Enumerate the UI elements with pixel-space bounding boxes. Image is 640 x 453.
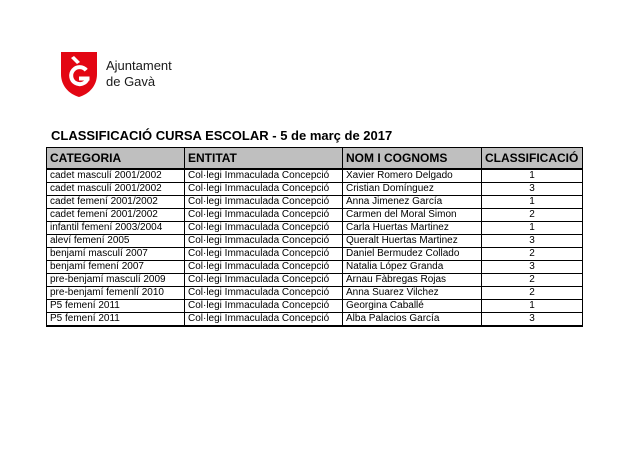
cell-classificacio: 1 [482, 300, 583, 313]
cell-nom-cognoms: Carla Huertas Martinez [343, 222, 482, 235]
organization-name [106, 58, 172, 90]
cell-nom-cognoms: Alba Palacios García [343, 313, 482, 327]
cell-categoria: cadet masculí 2001/2002 [47, 183, 185, 196]
cell-classificacio: 3 [482, 313, 583, 327]
cell-nom-cognoms: Carmen del Moral Simon [343, 209, 482, 222]
cell-entitat: Col·legi Immaculada Concepció [185, 235, 343, 248]
cell-nom-cognoms: Xavier Romero Delgado [343, 169, 482, 183]
header-classificacio: CLASSIFICACIÓ [482, 148, 583, 170]
table-row [47, 183, 583, 196]
cell-entitat: Col·legi Immaculada Concepció [185, 261, 343, 274]
cell-entitat: Col·legi Immaculada Concepció [185, 274, 343, 287]
org-name-line1: Ajuntament [106, 58, 172, 73]
cell-nom-cognoms: Cristian Domínguez [343, 183, 482, 196]
cell-entitat: Col·legi Immaculada Concepció [185, 209, 343, 222]
cell-classificacio: 1 [482, 196, 583, 209]
cell-nom-cognoms: Anna Suarez Vilchez [343, 287, 482, 300]
cell-classificacio: 2 [482, 274, 583, 287]
table-row [47, 274, 583, 287]
cell-categoria: aleví femení 2005 [47, 235, 185, 248]
table-body [47, 169, 583, 326]
table-row [47, 261, 583, 274]
cell-entitat: Col·legi Immaculada Concepció [185, 287, 343, 300]
header-entitat: ENTITAT [185, 148, 343, 170]
cell-categoria: P5 femení 2011 [47, 313, 185, 327]
table-row [47, 248, 583, 261]
table-row [47, 169, 583, 183]
ajuntament-gava-logo-icon [61, 52, 97, 97]
cell-entitat: Col·legi Immaculada Concepció [185, 183, 343, 196]
table-header-row [47, 148, 583, 170]
cell-nom-cognoms: Anna Jimenez García [343, 196, 482, 209]
cell-nom-cognoms: Georgina Caballé [343, 300, 482, 313]
cell-categoria: cadet masculí 2001/2002 [47, 169, 185, 183]
document-title: CLASSIFICACIÓ CURSA ESCOLAR - 5 de març de 2017 [51, 128, 393, 143]
header-categoria: CATEGORIA [47, 148, 185, 170]
org-name-line2: de Gavà [106, 74, 156, 89]
cell-entitat: Col·legi Immaculada Concepció [185, 300, 343, 313]
cell-categoria: cadet femení 2001/2002 [47, 196, 185, 209]
cell-nom-cognoms: Daniel Bermudez Collado [343, 248, 482, 261]
cell-entitat: Col·legi Immaculada Concepció [185, 248, 343, 261]
cell-entitat: Col·legi Immaculada Concepció [185, 169, 343, 183]
cell-entitat: Col·legi Immaculada Concepció [185, 196, 343, 209]
cell-categoria: pre-benjamí femenlí 2010 [47, 287, 185, 300]
cell-categoria: infantil femení 2003/2004 [47, 222, 185, 235]
cell-classificacio: 3 [482, 235, 583, 248]
cell-categoria: benjamí femení 2007 [47, 261, 185, 274]
table-row [47, 222, 583, 235]
cell-categoria: cadet femení 2001/2002 [47, 209, 185, 222]
cell-categoria: pre-benjamí masculí 2009 [47, 274, 185, 287]
table-row [47, 209, 583, 222]
cell-nom-cognoms: Queralt Huertas Martinez [343, 235, 482, 248]
cell-classificacio: 1 [482, 169, 583, 183]
cell-nom-cognoms: Arnau Fàbregas Rojas [343, 274, 482, 287]
table-row [47, 235, 583, 248]
logo-g-bar [79, 77, 90, 81]
header-nom-cognoms: NOM I COGNOMS [343, 148, 482, 170]
cell-classificacio: 2 [482, 209, 583, 222]
cell-entitat: Col·legi Immaculada Concepció [185, 313, 343, 327]
cell-entitat: Col·legi Immaculada Concepció [185, 222, 343, 235]
logo-shield [61, 52, 97, 97]
results-table [46, 147, 583, 327]
cell-classificacio: 3 [482, 261, 583, 274]
cell-classificacio: 3 [482, 183, 583, 196]
table-row [47, 300, 583, 313]
cell-categoria: P5 femení 2011 [47, 300, 185, 313]
cell-classificacio: 1 [482, 222, 583, 235]
cell-categoria: benjamí masculí 2007 [47, 248, 185, 261]
cell-nom-cognoms: Natalia López Granda [343, 261, 482, 274]
table-row [47, 196, 583, 209]
table-row [47, 287, 583, 300]
cell-classificacio: 2 [482, 287, 583, 300]
cell-classificacio: 2 [482, 248, 583, 261]
table-row [47, 313, 583, 327]
